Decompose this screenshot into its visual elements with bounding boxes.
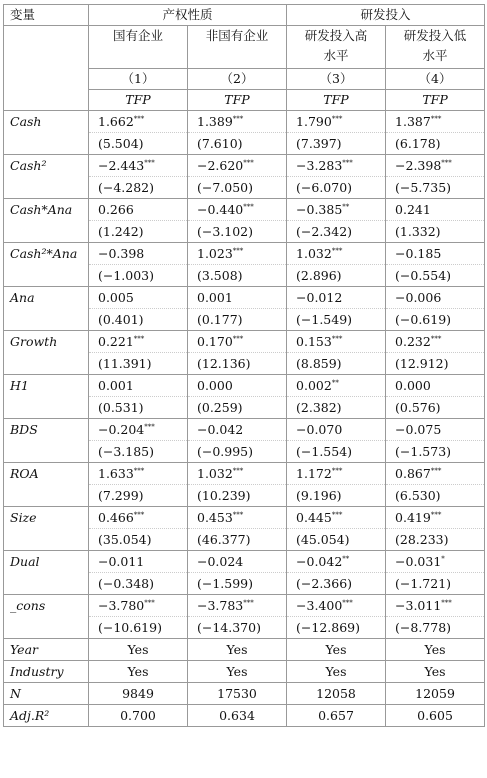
significance-stars: *** xyxy=(144,158,155,167)
significance-stars: *** xyxy=(430,114,442,123)
footer-value: 0.634 xyxy=(188,705,287,727)
coef-value: −2.443 xyxy=(98,158,145,173)
coef-cell xyxy=(188,507,287,529)
t-stat-cell: (28.233) xyxy=(386,529,485,551)
t-stat-cell: (11.391) xyxy=(89,353,188,375)
coef-cell xyxy=(386,463,485,485)
coef-cell xyxy=(287,287,386,309)
coef-cell xyxy=(89,551,188,573)
t-stat-cell: (−10.619) xyxy=(89,617,188,639)
footer-label: Adj.R² xyxy=(4,705,89,727)
coef-row xyxy=(4,595,485,617)
coef-value: −0.006 xyxy=(395,290,442,305)
coef-value: 0.000 xyxy=(395,378,431,393)
coef-value: −0.185 xyxy=(395,246,442,261)
coef-value: −0.398 xyxy=(98,246,145,261)
footer-value: Yes xyxy=(188,661,287,683)
footer-value: 17530 xyxy=(188,683,287,705)
coef-row xyxy=(4,199,485,221)
coef-cell xyxy=(89,463,188,485)
coef-cell xyxy=(386,199,485,221)
coef-value: 0.221 xyxy=(98,334,134,349)
coef-value: 1.633 xyxy=(98,466,134,481)
t-stat-cell: (−3.185) xyxy=(89,441,188,463)
significance-stars: ** xyxy=(331,378,339,387)
variable-name: Size xyxy=(4,507,89,551)
coef-cell xyxy=(89,507,188,529)
coef-cell xyxy=(386,551,485,573)
variable-name: Cash*Ana xyxy=(4,199,89,243)
coef-cell xyxy=(386,287,485,309)
footer-value: 12058 xyxy=(287,683,386,705)
coef-cell xyxy=(188,155,287,177)
significance-stars: *** xyxy=(144,598,155,607)
t-stat-cell: (10.239) xyxy=(188,485,287,507)
coef-cell xyxy=(188,551,287,573)
significance-stars: *** xyxy=(331,246,343,255)
coef-cell xyxy=(386,375,485,397)
t-stat-cell: (−12.869) xyxy=(287,617,386,639)
variable-name: H1 xyxy=(4,375,89,419)
t-stat-cell: (0.576) xyxy=(386,397,485,419)
coef-cell xyxy=(386,155,485,177)
coef-value: 1.032 xyxy=(296,246,332,261)
significance-stars: *** xyxy=(342,158,353,167)
coef-cell xyxy=(287,331,386,353)
variable-name: BDS xyxy=(4,419,89,463)
footer-value: 0.700 xyxy=(89,705,188,727)
significance-stars: *** xyxy=(133,114,145,123)
coef-cell xyxy=(287,199,386,221)
significance-stars: *** xyxy=(331,334,343,343)
coef-value: 0.005 xyxy=(98,290,134,305)
coef-row xyxy=(4,331,485,353)
group-header-ownership: 产权性质 xyxy=(89,5,287,26)
col-num-2: （2） xyxy=(188,69,287,90)
t-stat-cell: (7.397) xyxy=(287,133,386,155)
t-stat-cell: (35.054) xyxy=(89,529,188,551)
coef-value: −0.042 xyxy=(296,554,343,569)
coef-cell xyxy=(89,287,188,309)
t-stat-cell: (−1.599) xyxy=(188,573,287,595)
coef-cell xyxy=(89,419,188,441)
coef-value: −0.042 xyxy=(197,422,244,437)
t-stat-cell: (−0.619) xyxy=(386,309,485,331)
footer-value: Yes xyxy=(89,661,188,683)
coef-row xyxy=(4,243,485,265)
coef-cell xyxy=(287,243,386,265)
t-stat-cell: (5.504) xyxy=(89,133,188,155)
coef-cell xyxy=(89,375,188,397)
dep-var-2: TFP xyxy=(188,90,287,111)
t-stat-cell: (−1.549) xyxy=(287,309,386,331)
col-num-1: （1） xyxy=(89,69,188,90)
coef-value: −3.780 xyxy=(98,598,145,613)
variable-name: Ana xyxy=(4,287,89,331)
footer-label: Industry xyxy=(4,661,89,683)
col-num-4: （4） xyxy=(386,69,485,90)
t-stat-cell: (9.196) xyxy=(287,485,386,507)
coef-cell xyxy=(287,595,386,617)
t-stat-cell: (3.508) xyxy=(188,265,287,287)
coef-value: −0.024 xyxy=(197,554,244,569)
t-stat-cell: (−0.348) xyxy=(89,573,188,595)
coef-row xyxy=(4,287,485,309)
dep-var-4: TFP xyxy=(386,90,485,111)
significance-stars: *** xyxy=(133,466,145,475)
t-stat-cell: (8.859) xyxy=(287,353,386,375)
dep-var-1: TFP xyxy=(89,90,188,111)
coef-value: 0.867 xyxy=(395,466,431,481)
footer-row xyxy=(4,683,485,705)
t-stat-cell: (0.259) xyxy=(188,397,287,419)
footer-row xyxy=(4,639,485,661)
variable-name: _cons xyxy=(4,595,89,639)
coef-value: −0.070 xyxy=(296,422,343,437)
variable-name: Growth xyxy=(4,331,89,375)
t-stat-cell: (6.178) xyxy=(386,133,485,155)
coef-cell xyxy=(89,199,188,221)
coef-value: −3.400 xyxy=(296,598,343,613)
significance-stars: *** xyxy=(243,158,254,167)
coef-value: −3.283 xyxy=(296,158,343,173)
variable-name: Dual xyxy=(4,551,89,595)
significance-stars: *** xyxy=(430,466,442,475)
coef-value: 0.241 xyxy=(395,202,431,217)
significance-stars: *** xyxy=(232,510,244,519)
coef-value: −0.031 xyxy=(395,554,442,569)
significance-stars: *** xyxy=(232,334,244,343)
t-stat-cell: (−6.070) xyxy=(287,177,386,199)
t-stat-cell: (−1.003) xyxy=(89,265,188,287)
coef-cell xyxy=(89,243,188,265)
coef-value: −0.012 xyxy=(296,290,343,305)
coef-value: −2.620 xyxy=(197,158,244,173)
coef-value: 1.662 xyxy=(98,114,134,129)
footer-row xyxy=(4,661,485,683)
t-stat-cell: (−2.366) xyxy=(287,573,386,595)
coef-cell xyxy=(89,595,188,617)
coef-value: 0.466 xyxy=(98,510,134,525)
col-name-4: 研发投入低水平 xyxy=(386,26,485,69)
footer-value: 9849 xyxy=(89,683,188,705)
significance-stars: *** xyxy=(133,510,145,519)
footer-value: Yes xyxy=(386,639,485,661)
variable-name: Cash xyxy=(4,111,89,155)
t-stat-cell: (1.242) xyxy=(89,221,188,243)
coef-value: 0.001 xyxy=(197,290,233,305)
coef-cell xyxy=(188,331,287,353)
footer-value: Yes xyxy=(287,639,386,661)
coef-cell xyxy=(188,375,287,397)
significance-stars: *** xyxy=(430,510,442,519)
t-stat-cell: (−4.282) xyxy=(89,177,188,199)
footer-value: 0.605 xyxy=(386,705,485,727)
coef-cell xyxy=(386,111,485,133)
t-stat-cell: (0.401) xyxy=(89,309,188,331)
significance-stars: *** xyxy=(331,114,343,123)
significance-stars: *** xyxy=(331,466,343,475)
coef-cell xyxy=(287,155,386,177)
t-stat-cell: (−0.995) xyxy=(188,441,287,463)
t-stat-cell: (−2.342) xyxy=(287,221,386,243)
coef-cell xyxy=(89,331,188,353)
col-name-3: 研发投入高水平 xyxy=(287,26,386,69)
t-stat-cell: (−0.554) xyxy=(386,265,485,287)
t-stat-cell: (7.610) xyxy=(188,133,287,155)
coef-value: 0.453 xyxy=(197,510,233,525)
significance-stars: ** xyxy=(342,554,350,563)
variable-name: Cash² xyxy=(4,155,89,199)
coef-cell xyxy=(287,551,386,573)
t-stat-cell: (0.531) xyxy=(89,397,188,419)
coef-row xyxy=(4,507,485,529)
footer-value: Yes xyxy=(287,661,386,683)
coef-value: 0.002 xyxy=(296,378,332,393)
footer-value: Yes xyxy=(386,661,485,683)
footer-label: Year xyxy=(4,639,89,661)
significance-stars: * xyxy=(441,554,445,563)
coef-cell xyxy=(188,463,287,485)
footer-value: 12059 xyxy=(386,683,485,705)
coef-cell xyxy=(386,595,485,617)
significance-stars: *** xyxy=(232,246,244,255)
coef-value: 0.445 xyxy=(296,510,332,525)
col-name-2: 非国有企业 xyxy=(188,26,287,69)
coef-value: −0.204 xyxy=(98,422,145,437)
t-stat-cell: (−14.370) xyxy=(188,617,287,639)
coef-cell xyxy=(188,199,287,221)
t-stat-cell: (12.912) xyxy=(386,353,485,375)
t-stat-cell: (−1.554) xyxy=(287,441,386,463)
coef-value: 0.419 xyxy=(395,510,431,525)
t-stat-cell: (2.382) xyxy=(287,397,386,419)
t-stat-cell: (2.896) xyxy=(287,265,386,287)
t-stat-cell: (12.136) xyxy=(188,353,287,375)
coef-row xyxy=(4,551,485,573)
group-header-rd: 研发投入 xyxy=(287,5,485,26)
t-stat-cell: (−7.050) xyxy=(188,177,287,199)
coef-value: 0.001 xyxy=(98,378,134,393)
significance-stars: *** xyxy=(441,598,452,607)
coef-cell xyxy=(287,463,386,485)
significance-stars: *** xyxy=(243,598,254,607)
coef-value: −2.398 xyxy=(395,158,442,173)
col-name-1: 国有企业 xyxy=(89,26,188,69)
significance-stars: *** xyxy=(232,114,244,123)
coef-value: 0.170 xyxy=(197,334,233,349)
coef-cell xyxy=(188,287,287,309)
coef-cell xyxy=(287,111,386,133)
significance-stars: *** xyxy=(441,158,452,167)
coef-cell xyxy=(188,111,287,133)
coef-value: 0.266 xyxy=(98,202,134,217)
t-stat-cell: (1.332) xyxy=(386,221,485,243)
coef-row xyxy=(4,111,485,133)
coef-row xyxy=(4,375,485,397)
coef-cell xyxy=(89,111,188,133)
significance-stars: *** xyxy=(144,422,155,431)
variable-header-blank xyxy=(4,26,89,111)
footer-label: N xyxy=(4,683,89,705)
coef-value: 1.387 xyxy=(395,114,431,129)
coef-cell xyxy=(287,375,386,397)
coef-value: 0.000 xyxy=(197,378,233,393)
dep-var-3: TFP xyxy=(287,90,386,111)
coef-value: 0.232 xyxy=(395,334,431,349)
significance-stars: ** xyxy=(342,202,350,211)
t-stat-cell: (−1.573) xyxy=(386,441,485,463)
coef-cell xyxy=(188,419,287,441)
footer-value: Yes xyxy=(89,639,188,661)
footer-value: 0.657 xyxy=(287,705,386,727)
t-stat-cell: (6.530) xyxy=(386,485,485,507)
t-stat-cell: (−3.102) xyxy=(188,221,287,243)
coef-value: −3.011 xyxy=(395,598,442,613)
coef-value: −0.011 xyxy=(98,554,145,569)
coef-value: 1.032 xyxy=(197,466,233,481)
variable-name: ROA xyxy=(4,463,89,507)
coef-cell xyxy=(188,595,287,617)
coef-row xyxy=(4,463,485,485)
regression-table xyxy=(3,4,485,727)
coef-value: −0.440 xyxy=(197,202,244,217)
significance-stars: *** xyxy=(133,334,145,343)
significance-stars: *** xyxy=(232,466,244,475)
coef-cell xyxy=(386,507,485,529)
t-stat-cell: (−1.721) xyxy=(386,573,485,595)
t-stat-cell: (45.054) xyxy=(287,529,386,551)
significance-stars: *** xyxy=(342,598,353,607)
coef-cell xyxy=(287,419,386,441)
coef-cell xyxy=(386,331,485,353)
coef-value: −0.075 xyxy=(395,422,442,437)
coef-value: 1.389 xyxy=(197,114,233,129)
t-stat-cell: (0.177) xyxy=(188,309,287,331)
t-stat-cell: (−8.778) xyxy=(386,617,485,639)
variable-name: Cash²*Ana xyxy=(4,243,89,287)
t-stat-cell: (7.299) xyxy=(89,485,188,507)
variable-header: 变量 xyxy=(4,5,89,26)
footer-row xyxy=(4,705,485,727)
significance-stars: *** xyxy=(331,510,343,519)
coef-cell xyxy=(89,155,188,177)
coef-value: −0.385 xyxy=(296,202,343,217)
coef-value: 1.790 xyxy=(296,114,332,129)
significance-stars: *** xyxy=(243,202,254,211)
coef-cell xyxy=(386,419,485,441)
coef-value: −3.783 xyxy=(197,598,244,613)
coef-value: 0.153 xyxy=(296,334,332,349)
t-stat-cell: (46.377) xyxy=(188,529,287,551)
t-stat-cell: (−5.735) xyxy=(386,177,485,199)
col-num-3: （3） xyxy=(287,69,386,90)
significance-stars: *** xyxy=(430,334,442,343)
coef-cell xyxy=(188,243,287,265)
coef-row xyxy=(4,419,485,441)
coef-cell xyxy=(287,507,386,529)
coef-value: 1.023 xyxy=(197,246,233,261)
footer-value: Yes xyxy=(188,639,287,661)
coef-row xyxy=(4,155,485,177)
coef-value: 1.172 xyxy=(296,466,332,481)
coef-cell xyxy=(386,243,485,265)
